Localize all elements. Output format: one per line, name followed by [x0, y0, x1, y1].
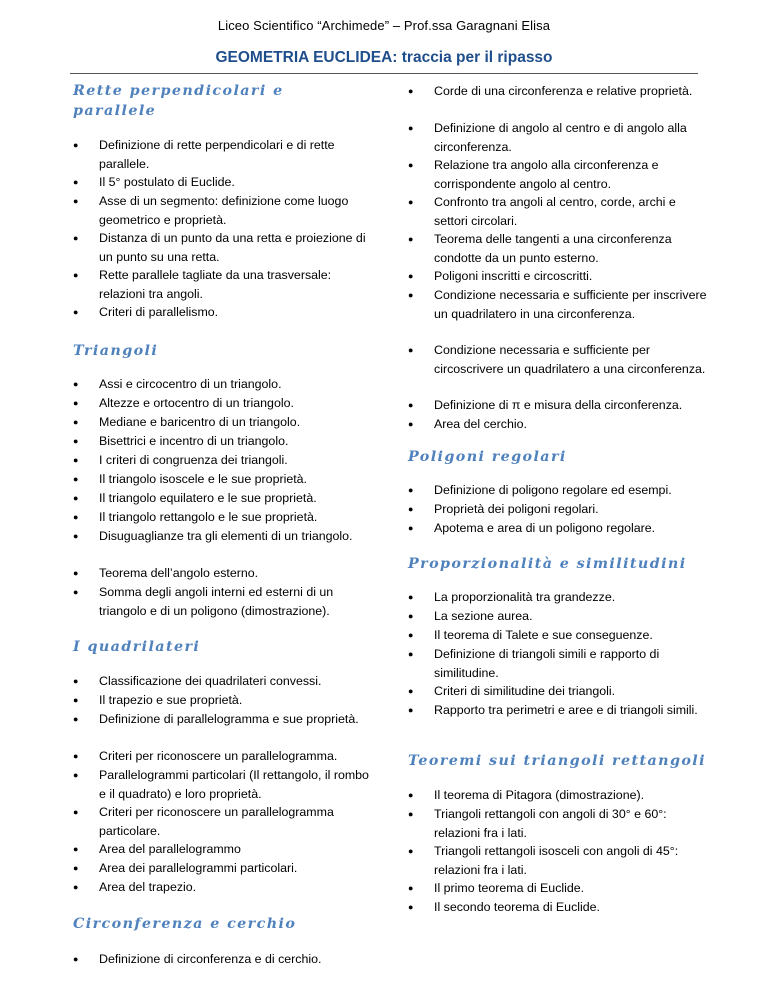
bullet-icon: ● [408, 883, 414, 893]
section-title: Teoremi sui triangoli rettangoli [408, 753, 706, 769]
item-text: Triangoli rettangoli con angoli di 30° e 60°: relazioni fra i lati. [434, 807, 667, 840]
item-text: Altezze e ortocentro di un triangolo. [99, 396, 294, 410]
item-text: Rapporto tra perimetri e aree e di triangoli simili. [434, 703, 698, 717]
bullet-icon: ● [408, 485, 414, 495]
list-item [408, 481, 708, 500]
bullet-icon: ● [408, 630, 414, 640]
bullet-icon: ● [408, 419, 414, 429]
bullet-icon: ● [408, 686, 414, 696]
list-item [73, 508, 373, 527]
list-item [408, 230, 708, 267]
list-item [73, 691, 373, 710]
bullet-icon: ● [408, 160, 414, 170]
list-item [73, 192, 373, 229]
section-quadrilateri [73, 620, 373, 897]
bullet-icon: ● [73, 512, 79, 522]
bullet-icon: ● [408, 123, 414, 133]
list-item [73, 413, 373, 432]
item-text: Criteri per riconoscere un parallelogramma particolare. [99, 805, 334, 838]
list-item [73, 303, 373, 322]
bullet-icon: ● [73, 196, 79, 206]
item-text: Corde di una circonferenza e relative proprietà. [434, 84, 693, 98]
bullet-icon: ● [73, 307, 79, 317]
item-text: Definizione di triangoli simili e rapporto di similitudine. [434, 647, 660, 680]
list-item [408, 119, 708, 156]
list-item [408, 701, 708, 738]
list-item [73, 564, 373, 583]
list-item [408, 626, 708, 645]
bullet-icon: ● [73, 695, 79, 705]
bullet-icon: ● [73, 417, 79, 427]
list-item [408, 415, 708, 434]
item-text: Confronto tra angoli al centro, corde, archi e settori circolari. [434, 195, 676, 228]
bullet-icon: ● [408, 790, 414, 800]
list-item [73, 527, 373, 564]
item-text: Mediane e baricentro di un triangolo. [99, 415, 301, 429]
bullet-icon: ● [73, 954, 79, 964]
item-text: Disuguaglianze tra gli elementi di un triangolo. [99, 529, 353, 543]
item-text: Criteri di parallelismo. [99, 305, 219, 319]
bullet-icon: ● [408, 290, 414, 300]
list-item [73, 766, 373, 803]
section-circonferenza [73, 897, 373, 969]
bullet-icon: ● [408, 846, 414, 856]
bullet-icon: ● [408, 649, 414, 659]
bullet-icon: ● [73, 233, 79, 243]
section-title: I quadrilateri [73, 639, 201, 655]
list-item [73, 229, 373, 266]
list-item [408, 500, 708, 519]
list-item [73, 451, 373, 470]
list-item [73, 394, 373, 413]
bullet-icon: ● [73, 379, 79, 389]
bullet-icon: ● [73, 751, 79, 761]
bullet-icon: ● [73, 270, 79, 280]
item-text: Definizione di π e misura della circonferenza. [434, 398, 683, 412]
item-text: Apotema e area di un poligono regolare. [434, 521, 656, 535]
bullet-icon: ● [408, 611, 414, 621]
bullet-icon: ● [73, 398, 79, 408]
section-title: Circonferenza e cerchio [73, 916, 297, 932]
section-title: Proporzionalità e similitudini [408, 556, 687, 572]
bullet-icon: ● [73, 474, 79, 484]
bullet-icon: ● [408, 400, 414, 410]
bullet-icon: ● [408, 86, 414, 96]
list-item [408, 267, 708, 286]
item-text: Definizione di rette perpendicolari e di rette parallele. [99, 138, 335, 171]
item-text: La proporzionalità tra grandezze. [434, 590, 616, 604]
item-text: Parallelogrammi particolari (Il rettangolo, il rombo e il quadrato) e loro proprietà. [99, 768, 369, 801]
item-text: Definizione di poligono regolare ed esempi. [434, 483, 672, 497]
list-item [408, 396, 708, 415]
item-text: Teorema delle tangenti a una circonferenza condotte da un punto esterno. [434, 232, 672, 265]
item-text: Il trapezio e sue proprietà. [99, 693, 243, 707]
bullet-icon: ● [408, 809, 414, 819]
topic-list [73, 136, 373, 322]
bullet-icon: ● [73, 844, 79, 854]
item-text: Proprietà dei poligoni regolari. [434, 502, 599, 516]
section-rette [73, 74, 373, 322]
item-text: La sezione aurea. [434, 609, 533, 623]
item-text: Somma degli angoli interni ed esterni di un triangolo e di un poligono (dimostrazione). [99, 585, 334, 618]
item-text: Criteri per riconoscere un parallelogramma. [99, 749, 338, 763]
right-column [408, 74, 708, 917]
list-item [408, 805, 708, 842]
bullet-icon: ● [408, 902, 414, 912]
bullet-icon: ● [408, 705, 414, 715]
list-item [73, 710, 373, 747]
bullet-icon: ● [408, 504, 414, 514]
item-text: Definizione di angolo al centro e di angolo alla circonferenza. [434, 121, 687, 154]
section-title: Poligoni regolari [408, 449, 567, 465]
bullet-icon: ● [73, 568, 79, 578]
section-teoremi [408, 738, 708, 917]
bullet-icon: ● [73, 436, 79, 446]
item-text: Criteri di similitudine dei triangoli. [434, 684, 616, 698]
bullet-icon: ● [408, 234, 414, 244]
list-item [73, 747, 373, 766]
item-text: Il primo teorema di Euclide. [434, 881, 585, 895]
item-text: Triangoli rettangoli isosceli con angoli di 45°: relazioni fra i lati. [434, 844, 679, 877]
list-item [408, 193, 708, 230]
list-item [408, 879, 708, 898]
list-item [408, 82, 708, 119]
list-item [408, 156, 708, 193]
item-text: Assi e circocentro di un triangolo. [99, 377, 282, 391]
item-text: Il triangolo equilatero e le sue proprietà. [99, 491, 317, 505]
item-text: Il triangolo rettangolo e le sue proprietà. [99, 510, 318, 524]
bullet-icon: ● [408, 523, 414, 533]
section-proporzionalita [408, 538, 708, 738]
list-item [408, 786, 708, 805]
item-text: Bisettrici e incentro di un triangolo. [99, 434, 289, 448]
item-text: Il teorema di Pitagora (dimostrazione). [434, 788, 645, 802]
item-text: Il triangolo isoscele e le sue proprietà. [99, 472, 308, 486]
left-column [73, 74, 373, 969]
item-text: Teorema dell’angolo esterno. [99, 566, 259, 580]
section-title: Triangoli [73, 343, 159, 359]
list-item [408, 842, 708, 879]
section-triangoli [73, 322, 373, 620]
page-header: Liceo Scientifico “Archimede” – Prof.ssa Garagnani Elisa [217, 18, 551, 33]
item-text: Area del trapezio. [99, 880, 197, 894]
item-text: Il teorema di Talete e sue conseguenze. [434, 628, 653, 642]
list-item [73, 803, 373, 840]
bullet-icon: ● [73, 882, 79, 892]
item-text: Classificazione dei quadrilateri convessi. [99, 674, 322, 688]
bullet-icon: ● [73, 863, 79, 873]
page-title: GEOMETRIA EUCLIDEA: traccia per il ripasso [215, 49, 553, 66]
item-text: Il secondo teorema di Euclide. [434, 900, 600, 914]
item-text: Condizione necessaria e sufficiente per inscrivere un quadrilatero in una circonferenza. [434, 288, 707, 321]
item-text: Definizione di parallelogramma e sue proprietà. [99, 712, 359, 726]
item-text: Asse di un segmento: definizione come luogo geometrico e proprietà. [99, 194, 349, 227]
list-item [408, 286, 708, 341]
item-text: Rette parallele tagliate da una trasversale: relazioni tra angoli. [99, 268, 332, 301]
topic-list [73, 672, 373, 897]
item-text: Area dei parallelogrammi particolari. [99, 861, 298, 875]
list-item [73, 375, 373, 394]
item-text: Area del cerchio. [434, 417, 527, 431]
bullet-icon: ● [73, 714, 79, 724]
item-text: Il 5° postulato di Euclide. [99, 175, 235, 189]
bullet-icon: ● [73, 587, 79, 597]
item-text: Relazione tra angolo alla circonferenza e corrispondente angolo al centro. [434, 158, 659, 191]
item-text: Poligoni inscritti e circoscritti. [434, 269, 593, 283]
list-item [408, 898, 708, 917]
topic-list [408, 786, 708, 917]
bullet-icon: ● [408, 592, 414, 602]
list-item [73, 878, 373, 897]
list-item [408, 588, 708, 607]
bullet-icon: ● [73, 177, 79, 187]
bullet-icon: ● [73, 531, 79, 541]
list-item [73, 950, 373, 969]
topic-list [73, 950, 373, 969]
list-item [73, 136, 373, 173]
list-item [73, 432, 373, 451]
bullet-icon: ● [73, 140, 79, 150]
list-item [73, 489, 373, 508]
list-item [408, 682, 708, 701]
list-item [408, 645, 708, 682]
bullet-icon: ● [408, 271, 414, 281]
list-item [408, 607, 708, 626]
list-item [73, 840, 373, 859]
list-item [408, 341, 708, 396]
list-item [73, 672, 373, 691]
bullet-icon: ● [408, 345, 414, 355]
section-poligoni [408, 434, 708, 538]
item-text: I criteri di congruenza dei triangoli. [99, 453, 288, 467]
list-item [73, 266, 373, 303]
section-title: Rette perpendicolari e parallele [73, 83, 284, 119]
list-item [73, 859, 373, 878]
bullet-icon: ● [73, 493, 79, 503]
list-item [73, 470, 373, 489]
bullet-icon: ● [73, 455, 79, 465]
topic-list [408, 82, 708, 434]
item-text: Area del parallelogrammo [99, 842, 241, 856]
item-text: Condizione necessaria e sufficiente per circoscrivere un quadrilatero a una circonferenza. [434, 343, 706, 376]
bullet-icon: ● [73, 770, 79, 780]
item-text: Definizione di circonferenza e di cerchio. [99, 952, 322, 966]
bullet-icon: ● [408, 197, 414, 207]
topic-list [73, 375, 373, 620]
bullet-icon: ● [73, 676, 79, 686]
topic-list [408, 481, 708, 538]
list-item [73, 583, 373, 620]
list-item [73, 173, 373, 192]
topic-list [408, 588, 708, 738]
list-item [408, 519, 708, 538]
bullet-icon: ● [73, 807, 79, 817]
item-text: Distanza di un punto da una retta e proiezione di un punto su una retta. [99, 231, 366, 264]
